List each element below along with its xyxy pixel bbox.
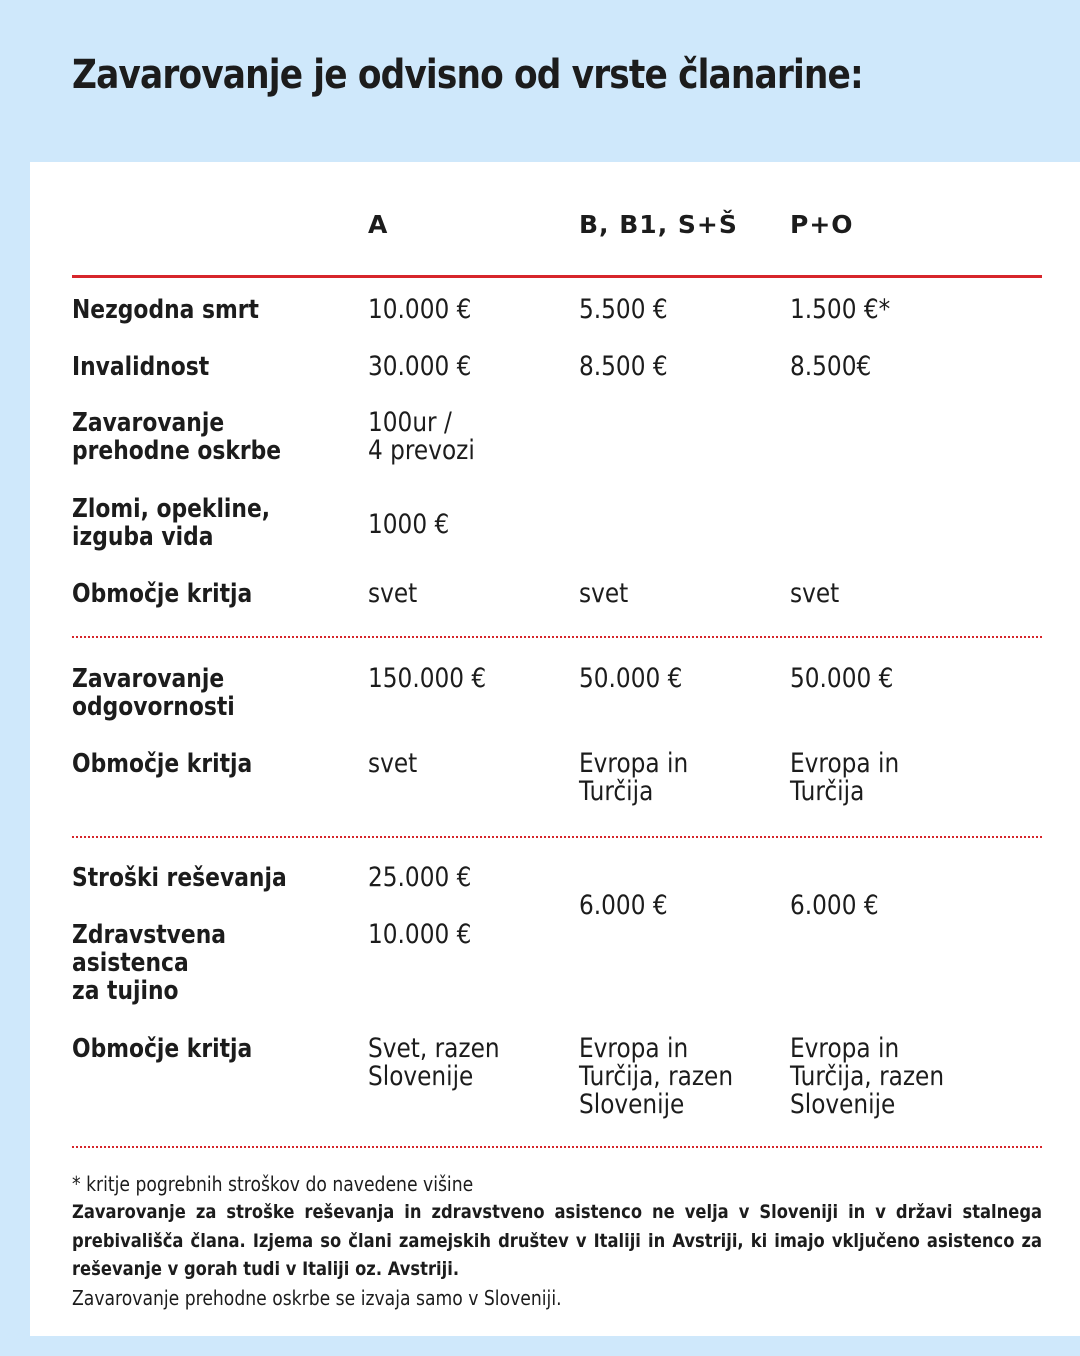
row-label-obmocje-1: Območje kritja [72,579,253,609]
footnote-bold: Zavarovanje za stroške reševanja in zdravstveno asistenco ne velja v Sloveniji in v državi stalnega prebivališča člana. Izjema so člani zamejskih društev v Italiji in Avstriji, ki imajo vključeno asistenco za reševanje v gorah tudi v Italiji oz. Avstriji. [72,1201,1043,1280]
cell-odgovornost-b: 50.000 € [579,663,683,694]
row-label-zlomi [72,495,270,551]
header-divider [72,275,1042,278]
cell-obmocje-1-p: svet [790,578,840,609]
footnotes [72,1170,1042,1312]
section-divider [72,636,1042,638]
cell-resevanje-asistenca-b: 6.000 € [579,890,668,921]
value-line: Evropa in [579,748,689,779]
cell-asistenca-a: 10.000 € [368,919,472,950]
value-line: 4 prevozi [368,435,475,466]
cell-obmocje-3-a [368,1035,500,1091]
row-label-asistenca [72,921,226,1005]
cell-nezgodna-smrt-b: 5.500 € [579,294,668,325]
row-label-invalidnost: Invalidnost [72,352,210,382]
label-line: odgovornosti [72,692,235,722]
value-line: Svet, razen [368,1033,500,1064]
label-line: asistenca [72,948,189,978]
label-line: izguba vida [72,522,214,552]
value-line: Turčija, razen [790,1061,945,1092]
cell-invalidnost-p: 8.500€ [790,351,872,382]
cell-obmocje-2-p [790,750,899,806]
cell-obmocje-3-b [579,1035,733,1119]
cell-obmocje-2-a: svet [368,748,418,779]
value-line: Evropa in [579,1033,689,1064]
cell-resevanje-asistenca-p: 6.000 € [790,890,879,921]
section-divider [72,1146,1042,1148]
column-header-b: B, B1, S+Š [579,210,738,239]
label-line: Zavarovanje [72,408,225,438]
cell-prehodna-oskrba-a [368,409,475,465]
cell-odgovornost-a: 150.000 € [368,663,487,694]
cell-nezgodna-smrt-a: 10.000 € [368,294,472,325]
value-line: Evropa in [790,748,900,779]
page-title: Zavarovanje je odvisno od vrste članarine: [72,52,863,98]
value-line: Slovenije [790,1089,896,1120]
value-line: Evropa in [790,1033,900,1064]
cell-obmocje-1-a: svet [368,578,418,609]
label-line: Zdravstvena [72,920,226,950]
value-line: Slovenije [579,1089,685,1120]
column-header-p: P+O [790,210,854,239]
insurance-table-card [30,162,1080,1336]
value-line: 100ur / [368,407,452,438]
value-line: Turčija, razen [579,1061,734,1092]
section-divider [72,836,1042,838]
cell-nezgodna-smrt-p: 1.500 €* [790,294,891,325]
column-header-a: A [368,210,389,239]
label-line: prehodne oskrbe [72,436,282,466]
footnote-last: Zavarovanje prehodne oskrbe se izvaja samo v Sloveniji. [72,1285,562,1310]
cell-odgovornost-p: 50.000 € [790,663,894,694]
row-label-nezgodna-smrt: Nezgodna smrt [72,295,259,325]
row-label-resevanje: Stroški reševanja [72,863,287,893]
cell-zlomi-a: 1000 € [368,509,450,540]
value-line: Turčija [790,776,865,807]
label-line: za tujino [72,976,179,1006]
value-line: Slovenije [368,1061,474,1092]
label-line: Zlomi, opekline, [72,494,271,524]
cell-invalidnost-b: 8.500 € [579,351,668,382]
row-label-obmocje-3: Območje kritja [72,1034,253,1064]
label-line: Zavarovanje [72,664,225,694]
footnote-asterisk: * kritje pogrebnih stroškov do navedene višine [72,1172,474,1196]
cell-invalidnost-a: 30.000 € [368,351,472,382]
cell-obmocje-1-b: svet [579,578,629,609]
cell-obmocje-3-p [790,1035,944,1119]
cell-resevanje-a: 25.000 € [368,862,472,893]
value-line: Turčija [579,776,654,807]
cell-obmocje-2-b [579,750,688,806]
row-label-prehodna-oskrba [72,409,281,465]
row-label-odgovornost [72,665,235,721]
row-label-obmocje-2: Območje kritja [72,749,253,779]
